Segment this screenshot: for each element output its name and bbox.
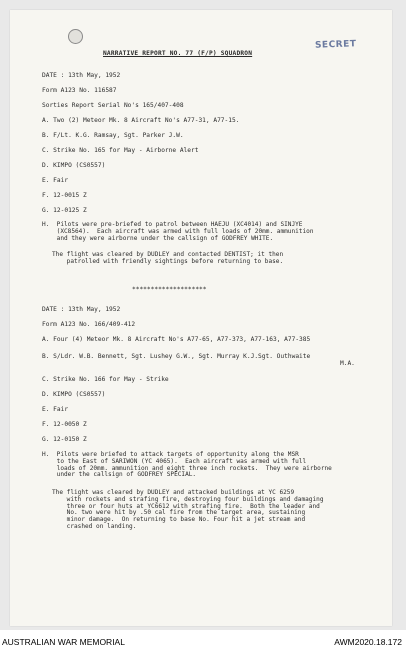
report1-date: DATE : 13th May, 1952: [42, 72, 121, 79]
report2-form: Form A123 No. 166/409-412: [42, 321, 136, 328]
report1-item-h: H. Pilots were pre-briefed to patrol between HAEJU (XC4014) and SINJYE (XC8564). Each aircraft was armed with full loads of 20mm. ammunition and they were airborne under the callsign of GODFREY WHITE.: [42, 221, 314, 242]
report2-narrative: The flight was cleared by DUDLEY and attacked buildings at YC 6259 with rockets and strafing fire, destroying four buildings and damaging three or four huts at YC6612 with strafing fire. Both the leader and No. two were hit by .50 cal fire from the target area, sustaining minor damage. On returning to base No. Four hit a jet stream and crashed on landing.: [52, 489, 324, 530]
report1-item-a: A. Two (2) Meteor Mk. 8 Aircraft No's A77-31, A77-15.: [42, 117, 240, 124]
report2-item-c: C. Strike No. 166 for May - Strike: [42, 376, 169, 383]
report1-item-f: F. 12-0015 Z: [42, 192, 87, 199]
footer-bar: [0, 630, 406, 653]
report1-item-g: G. 12-0125 Z: [42, 207, 87, 214]
report-title: NARRATIVE REPORT NO. 77 (F/P) SQUADRON: [103, 50, 253, 57]
report1-item-d: D. KIMPO (CS0557): [42, 162, 106, 169]
report1-item-c: C. Strike No. 165 for May - Airborne Alert: [42, 147, 199, 154]
report1-narrative: The flight was cleared by DUDLEY and contacted DENTIST; it then patrolled with friendly sightings before returning to base.: [52, 251, 284, 265]
report1-item-b: B. F/Lt. K.G. Ramsay, Sgt. Parker J.W.: [42, 132, 184, 139]
separator: ********************: [132, 286, 207, 293]
report2-item-b: B. S/Ldr. W.B. Bennett, Sgt. Lushey G.W., Sgt. Murray K.J.Sgt. Outhwaite: [42, 353, 311, 360]
punch-hole: [68, 29, 83, 44]
report1-item-e: E. Fair: [42, 177, 69, 184]
footer-accession-number: AWM2020.18.172: [334, 637, 402, 647]
document-page: [10, 10, 392, 626]
report2-date: DATE : 13th May, 1952: [42, 306, 121, 313]
report2-item-f: F. 12-0050 Z: [42, 421, 87, 428]
report2-item-b-continued: M.A.: [340, 360, 355, 367]
report2-item-h: H. Pilots were briefed to attack targets of opportunity along the MSR to the East of SARIWON (YC 4065). Each aircraft was armed with full loads of 20mm. ammunition and eight three inch rockets. They were airborne under the callsign of GODFREY SPECIAL.: [42, 451, 332, 479]
report2-item-e: E. Fair: [42, 406, 69, 413]
report2-item-a: A. Four (4) Meteor Mk. 8 Aircraft No's A77-65, A77-373, A77-163, A77-385: [42, 336, 311, 343]
report1-serial: Sorties Report Serial No's 165/407-408: [42, 102, 184, 109]
report2-item-g: G. 12-0150 Z: [42, 436, 87, 443]
report1-form: Form A123 No. 116587: [42, 87, 117, 94]
report2-item-d: D. KIMPO (CS0557): [42, 391, 106, 398]
footer-institution: AUSTRALIAN WAR MEMORIAL: [2, 637, 125, 647]
secret-stamp: SECRET: [314, 39, 357, 51]
